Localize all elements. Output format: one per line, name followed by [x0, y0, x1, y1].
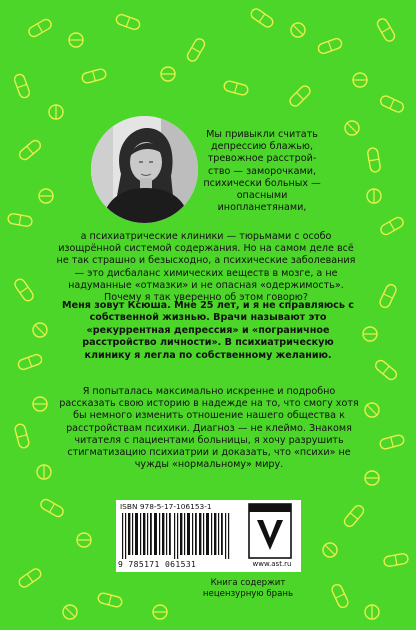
publisher-url: www.ast.ru: [252, 560, 292, 568]
ean-digits: 9 785171 061531: [118, 560, 197, 569]
author-photo: [91, 116, 198, 223]
barcode-graphic: [118, 513, 240, 559]
annotation-paragraph-bottom: а психиатрические клиники — тюрьмами с особо изощрённой системой содержания. Но на самом деле всё не так страшно и безысходно, а психические заболевания — это дисбаланс химических веществ в мозге, а не надуманные «отмазки» и не опасная «одержимость». Почему я так уверенно об этом говорю?: [56, 231, 356, 304]
publisher-logo: [245, 502, 295, 560]
closing-paragraph: Я попыталась максимально искренне и подробно рассказать свою историю в надежде на то, что смогу хотя бы немного изменить отношение нашего общества к расстройствам психики. Диагноз — не клеймо. Знакомя читателя с пациентами больницы, я хочу разрушить стигматизацию психиатрии и доказать, что «психи» не чужды «нормальному» миру.: [59, 386, 359, 471]
isbn-label: ISBN 978-5-17-106153-1: [120, 502, 212, 511]
author-intro-bold: Меня зовут Ксюша. Мне 25 лет, и я не справляюсь с собственной жизнью. Врачи называют это «рекуррентная депрессия» и «пограничное расстройство личности». В психиатрическую клинику я легла по собственному желанию.: [62, 300, 354, 361]
profanity-notice: Книга содержит нецензурную брань: [202, 578, 294, 599]
annotation-paragraph-top: Мы привыкли считать депрессию блажью, тревожное расстройство — заморочками, психически больных — опасными инопланетянами,: [203, 129, 321, 214]
barcode-panel: [116, 500, 301, 572]
